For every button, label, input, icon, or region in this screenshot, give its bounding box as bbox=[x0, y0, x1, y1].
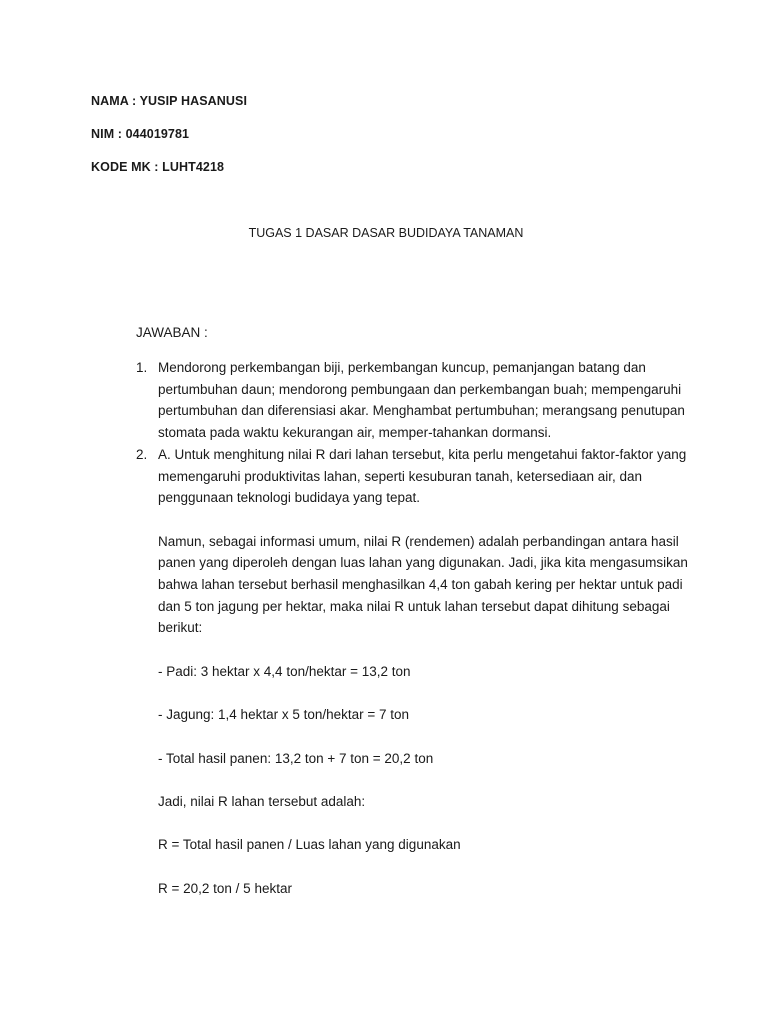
paragraph-gap bbox=[158, 683, 696, 705]
answer-paragraph: Jadi, nilai R lahan tersebut adalah: bbox=[158, 793, 366, 809]
paragraph-gap bbox=[158, 856, 696, 878]
paragraph-gap bbox=[158, 639, 696, 661]
formula-line: R = Total hasil panen / Luas lahan yang digunakan bbox=[158, 837, 461, 853]
answer-item-2 bbox=[136, 444, 696, 900]
calc-line-jagung: - Jagung: 1,4 hektar x 5 ton/hektar = 7 ton bbox=[158, 707, 410, 723]
course-code: KODE MK : LUHT4218 bbox=[91, 160, 225, 174]
answer-number: 2. bbox=[136, 446, 148, 462]
paragraph-gap bbox=[158, 769, 696, 791]
answer-number: 1. bbox=[136, 360, 148, 375]
student-id: NIM : 044019781 bbox=[91, 127, 190, 141]
student-name: NAMA : YUSIP HASANUSI bbox=[91, 94, 248, 108]
answer-paragraph: A. Untuk menghitung nilai R dari lahan tersebut, kita perlu mengetahui faktor-faktor yang memengaruhi produktivitas lahan, seperti kesuburan tanah, ketersediaan air, dan penggunaan teknologi budidaya yang tepat. bbox=[158, 446, 687, 506]
formula-line: R = 20,2 ton / 5 hektar bbox=[158, 880, 292, 896]
paragraph-gap bbox=[158, 813, 696, 835]
paragraph-gap bbox=[158, 509, 696, 531]
answer-paragraph: Namun, sebagai informasi umum, nilai R (rendemen) adalah perbandingan antara hasil panen yang diperoleh dengan luas lahan yang digunakan. Jadi, jika kita mengasumsikan bahwa lahan tersebut berhasil menghasilkan 4,4 ton gabah kering per hektar untuk padi dan 5 ton jagung per hektar, maka nilai R untuk lahan tersebut dapat dihitung sebagai berikut: bbox=[158, 533, 688, 636]
paragraph-gap bbox=[158, 726, 696, 748]
answer-list bbox=[136, 357, 696, 899]
document-title: TUGAS 1 DASAR DASAR BUDIDAYA TANAMAN bbox=[248, 226, 524, 240]
calc-line-total: - Total hasil panen: 13,2 ton + 7 ton = 20,2 ton bbox=[158, 750, 434, 766]
answer-item-1 bbox=[136, 357, 696, 444]
answer-paragraph: Mendorong perkembangan biji, perkembangan kuncup, pemanjangan batang dan pertumbuhan daun; mendorong pembungaan dan perkembangan buah; mempengaruhi pertumbuhan dan diferensiasi akar. Menghambat pertumbuhan; merangsang penutupan stomata pada waktu kekurangan air, memper-tahankan dormansi. bbox=[158, 360, 685, 441]
calc-line-padi: - Padi: 3 hektar x 4,4 ton/hektar = 13,2 ton bbox=[158, 663, 411, 679]
answers-heading: JAWABAN : bbox=[136, 325, 208, 340]
